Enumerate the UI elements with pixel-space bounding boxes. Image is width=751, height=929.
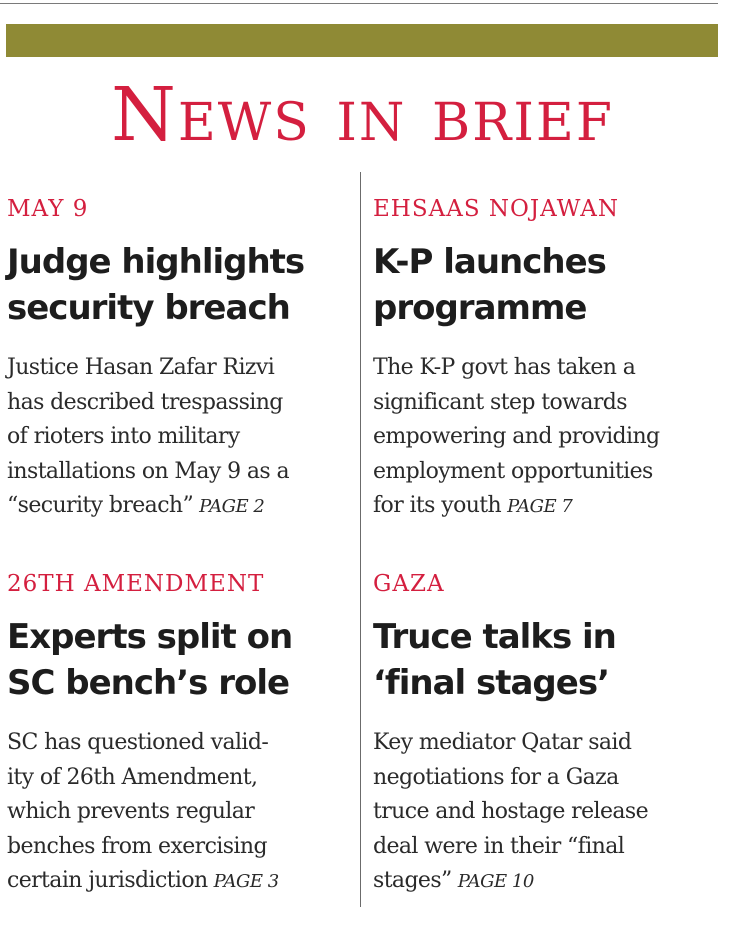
summary-line: which prevents regular bbox=[7, 799, 255, 824]
summary bbox=[7, 351, 289, 525]
headline-line: programme bbox=[373, 288, 587, 328]
summary-line: employment opportunities bbox=[373, 458, 653, 484]
summary-line: Justice Hasan Zafar Rizvi bbox=[7, 355, 275, 380]
summary-line: benches from exercising bbox=[7, 833, 267, 859]
section-title: News in brief bbox=[111, 72, 614, 158]
kicker: MAY 9 bbox=[7, 196, 89, 222]
headline-line: security breach bbox=[7, 288, 290, 328]
headline bbox=[7, 239, 304, 331]
summary-line: empowering and providing bbox=[373, 424, 660, 449]
summary-last-line bbox=[373, 864, 648, 900]
summary-last-line bbox=[373, 489, 660, 525]
summary-line: ity of 26th Amendment, bbox=[7, 764, 258, 790]
summary-last-line bbox=[7, 489, 289, 525]
headline-line: Judge highlights bbox=[7, 242, 305, 282]
page-reference: PAGE 10 bbox=[457, 871, 534, 892]
summary bbox=[373, 726, 648, 900]
summary-line: “security breach” bbox=[7, 493, 194, 518]
headline-line: K-P launches bbox=[373, 242, 606, 282]
headline-line: Truce talks in bbox=[373, 617, 616, 657]
summary-line: deal were in their “final bbox=[373, 833, 625, 859]
headline-line: Experts split on bbox=[7, 617, 293, 657]
headline-line: SC bench’s role bbox=[7, 663, 290, 703]
summary-line: significant step towards bbox=[373, 389, 627, 415]
summary-line: for its youth bbox=[373, 493, 502, 518]
column-divider bbox=[360, 172, 361, 907]
summary-line: truce and hostage release bbox=[373, 799, 648, 824]
summary-last-line bbox=[7, 864, 279, 900]
page-reference: PAGE 2 bbox=[199, 496, 265, 517]
kicker: 26TH AMENDMENT bbox=[7, 571, 265, 597]
summary-line: installations on May 9 as a bbox=[7, 458, 289, 484]
headline bbox=[7, 614, 292, 706]
summary-line: SC has questioned valid- bbox=[7, 730, 269, 755]
summary-line: certain jurisdiction bbox=[7, 868, 208, 893]
summary bbox=[7, 726, 279, 900]
summary-line: The K-P govt has taken a bbox=[373, 355, 636, 380]
kicker: EHSAAS NOJAWAN bbox=[373, 196, 619, 222]
summary bbox=[373, 351, 660, 525]
page-reference: PAGE 7 bbox=[507, 496, 573, 517]
headline bbox=[373, 239, 606, 331]
page-reference: PAGE 3 bbox=[213, 871, 279, 892]
summary-line: Key mediator Qatar said bbox=[373, 730, 632, 755]
kicker: GAZA bbox=[373, 571, 445, 597]
headline bbox=[373, 614, 616, 706]
top-rule bbox=[0, 3, 718, 4]
summary-line: stages” bbox=[373, 868, 452, 893]
summary-line: of rioters into military bbox=[7, 424, 240, 449]
summary-line: negotiations for a Gaza bbox=[373, 764, 619, 790]
summary-line: has described trespassing bbox=[7, 389, 283, 415]
section-color-band bbox=[6, 24, 718, 57]
headline-line: ‘final stages’ bbox=[373, 663, 609, 703]
